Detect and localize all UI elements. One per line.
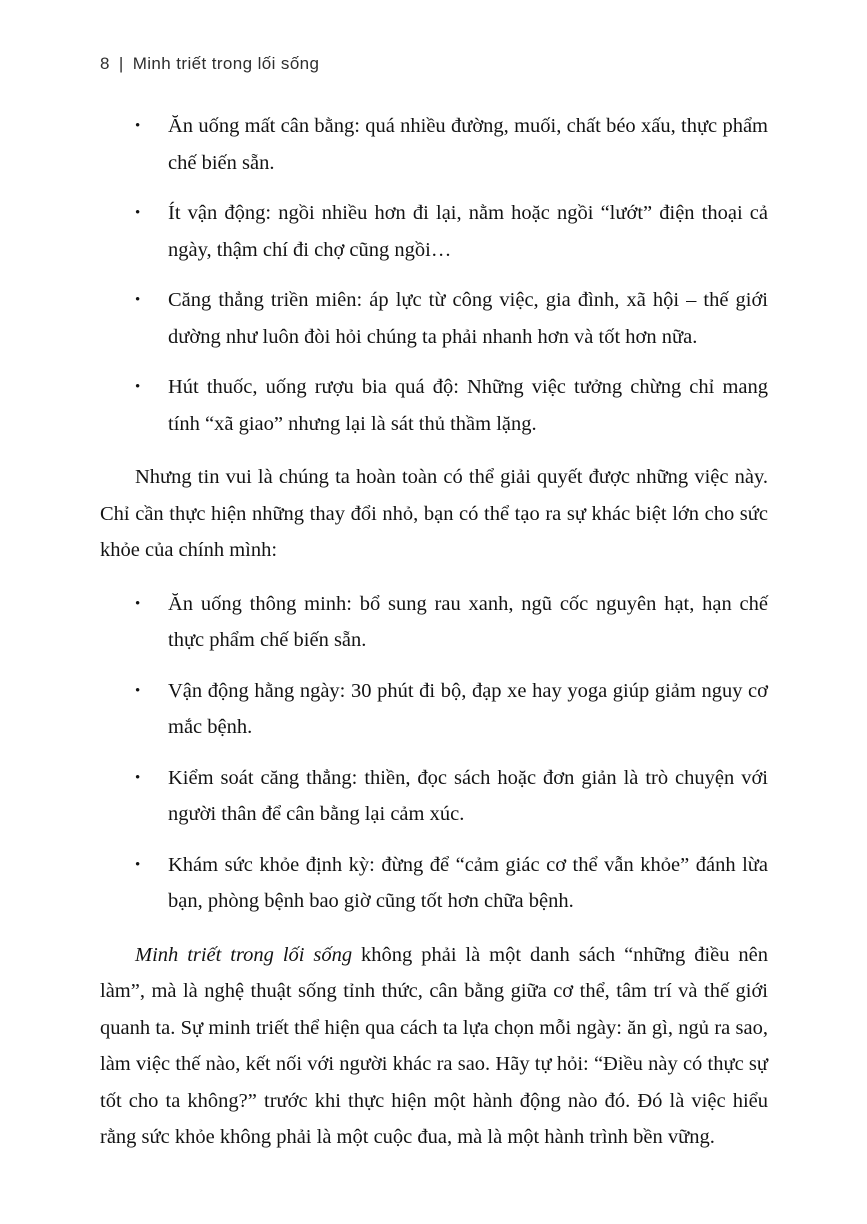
bullet-marker: • <box>135 595 141 612</box>
paragraph: Nhưng tin vui là chúng ta hoàn toàn có thể giải quyết được những việc này. Chỉ cần thực hiện những thay đổi nhỏ, bạn có thể tạo ra sự khác biệt lớn cho sức khỏe của chính mình: <box>100 466 768 561</box>
list-item <box>135 673 768 746</box>
list-item-text: Ăn uống mất cân bằng: quá nhiều đường, muối, chất béo xấu, thực phẩm chế biến sẵn. <box>168 115 768 174</box>
list-item <box>135 586 768 659</box>
closing-paragraph-text: không phải là một danh sách “những điều nên làm”, mà là nghệ thuật sống tỉnh thức, cân bằng giữa cơ thể, tâm trí và thế giới quanh ta. Sự minh triết thể hiện qua cách ta lựa chọn mỗi ngày: ăn gì, ngủ ra sao, làm việc thế nào, kết nối với người khác ra sao. Hãy tự hỏi: “Điều này có thực sự tốt cho ta không?” trước khi thực hiện một hành động nào đó. Đó là việc hiểu rằng sức khỏe không phải là một cuộc đua, mà là một hành trình bền vững. <box>100 943 769 1148</box>
bullet-marker: • <box>135 379 141 395</box>
bullet-marker: • <box>135 682 141 699</box>
list-item-text: Kiểm soát căng thẳng: thiền, đọc sách hoặc đơn giản là trò chuyện với người thân để cân bằng lại cảm xúc. <box>168 766 768 825</box>
bullet-marker: • <box>135 292 141 308</box>
list-item <box>135 282 768 355</box>
bullet-marker: • <box>135 856 141 873</box>
page-header <box>100 54 768 74</box>
header-separator: | <box>118 54 124 73</box>
list-item <box>135 760 768 833</box>
page-number: 8 <box>100 54 110 73</box>
list-item-text: Hút thuốc, uống rượu bia quá độ: Những việc tưởng chừng chỉ mang tính “xã giao” nhưng lại là sát thủ thầm lặng. <box>168 376 768 435</box>
page-content <box>100 108 768 1156</box>
list-item-text: Khám sức khỏe định kỳ: đừng để “cảm giác cơ thể vẫn khỏe” đánh lừa bạn, phòng bệnh bao giờ cũng tốt hơn chữa bệnh. <box>168 853 768 912</box>
list-item <box>135 195 768 268</box>
list-item <box>135 108 768 181</box>
list-item-text: Ít vận động: ngồi nhiều hơn đi lại, nằm hoặc ngồi “lướt” điện thoại cả ngày, thậm chí đi chợ cũng ngồi… <box>168 202 768 261</box>
list-item-text: Căng thẳng triền miên: áp lực từ công việc, gia đình, xã hội – thế giới dường như luôn đòi hỏi chúng ta phải nhanh hơn và tốt hơn nữa. <box>168 289 768 348</box>
closing-paragraph <box>100 937 768 1156</box>
bullet-list-2 <box>100 586 768 920</box>
book-title-italic: Minh triết trong lối sống <box>135 943 353 966</box>
list-item-text: Ăn uống thông minh: bổ sung rau xanh, ngũ cốc nguyên hạt, hạn chế thực phẩm chế biến sẵn. <box>168 592 768 651</box>
bullet-list-1 <box>100 108 768 442</box>
bullet-marker: • <box>135 769 141 786</box>
running-title: Minh triết trong lối sống <box>132 54 320 73</box>
list-item-text: Vận động hằng ngày: 30 phút đi bộ, đạp xe hay yoga giúp giảm nguy cơ mắc bệnh. <box>168 679 768 738</box>
list-item <box>135 369 768 442</box>
list-item <box>135 847 768 920</box>
bullet-marker: • <box>135 118 141 134</box>
bullet-marker: • <box>135 205 141 221</box>
